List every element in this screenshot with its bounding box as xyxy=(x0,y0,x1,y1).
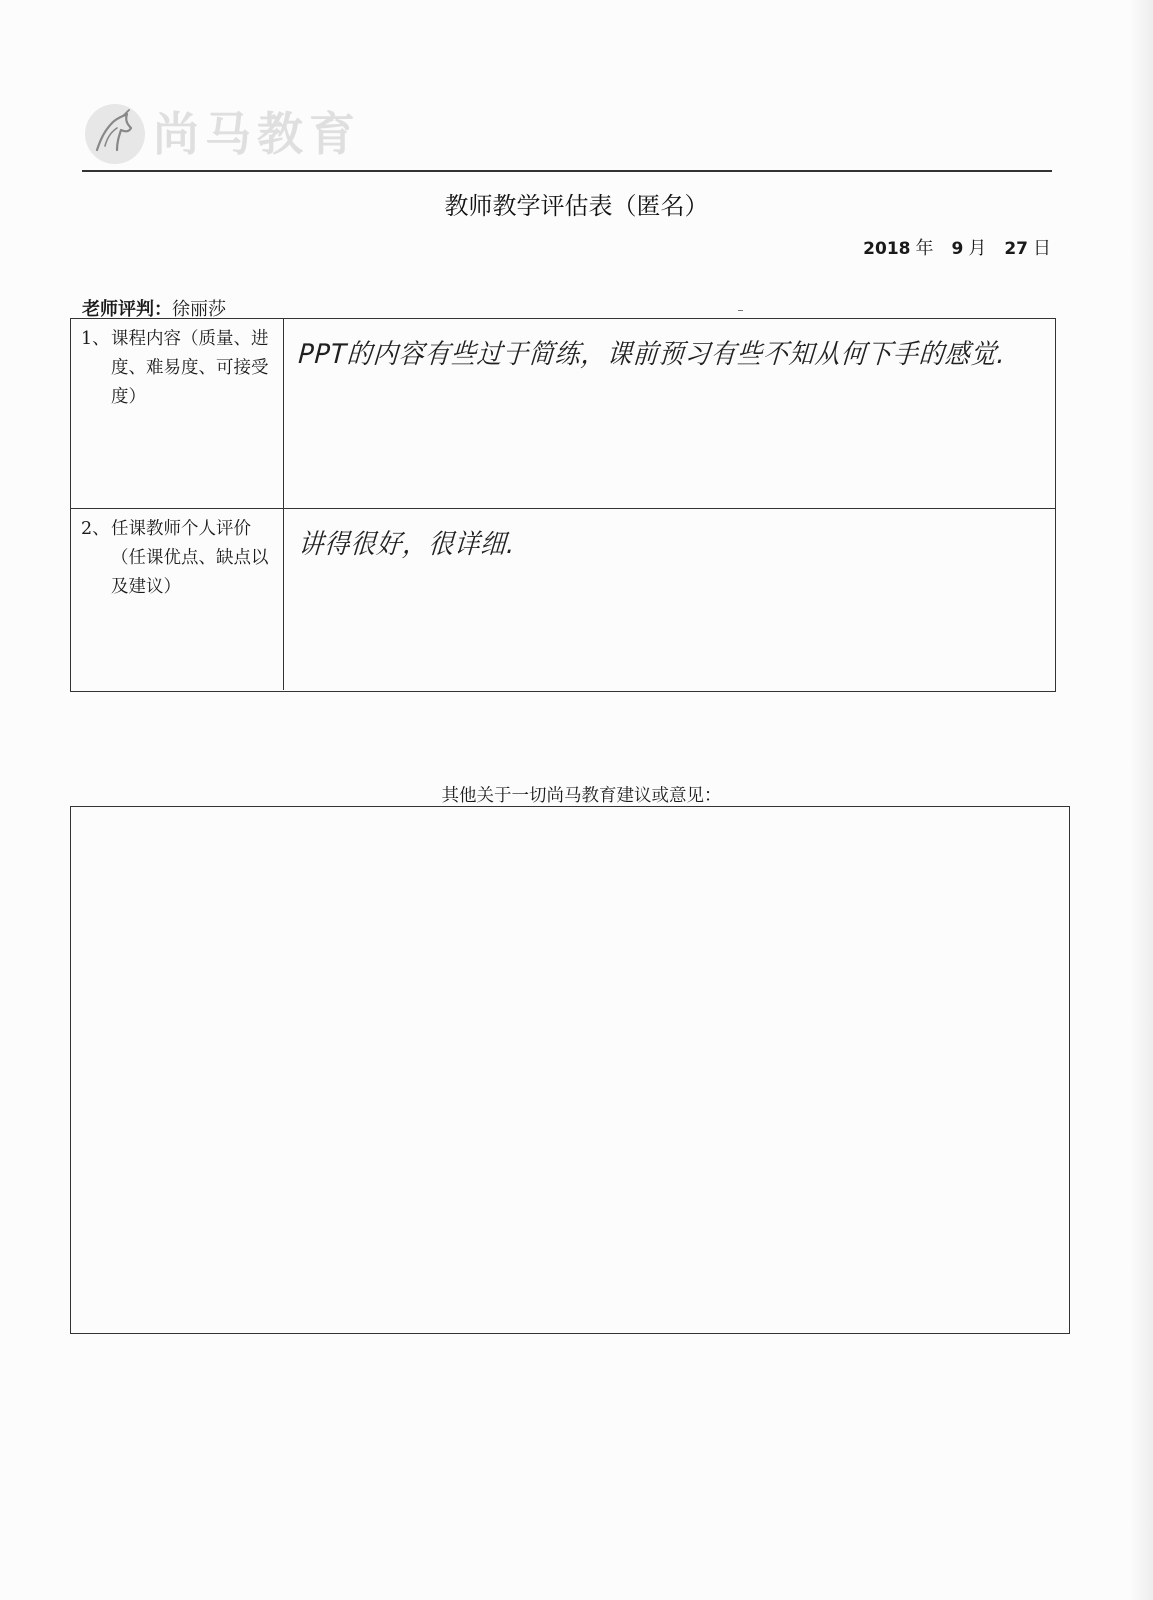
other-suggestions-box[interactable] xyxy=(70,806,1070,1334)
question-number: 1、 xyxy=(81,329,110,349)
handwritten-answer: PPT的内容有些过于简练，课前预习有些不知从何下手的感觉. xyxy=(297,338,1007,370)
question-label: 课程内容（质量、进度、难易度、可接受度） xyxy=(111,329,269,407)
other-suggestions-heading: 其他关于一切尚马教育建议或意见： xyxy=(441,786,722,806)
date-day: 27 xyxy=(1004,239,1028,259)
answer-cell[interactable] xyxy=(284,509,1055,690)
logo-wordmark: 尚马教育 xyxy=(153,107,361,161)
question-label: 任课教师个人评价（任课优点、缺点以及建议） xyxy=(111,519,269,597)
evaluation-row-teacher-review xyxy=(71,509,1055,690)
date-month: 9 xyxy=(951,239,964,259)
teacher-label: 老师评判： xyxy=(82,299,172,320)
handwritten-answer: 讲得很好，很详细. xyxy=(297,528,517,560)
question-number: 2、 xyxy=(81,519,110,539)
evaluation-row-course-content xyxy=(71,319,1055,509)
question-cell xyxy=(71,509,284,690)
teacher-name: 徐丽莎 xyxy=(172,299,226,320)
horse-head-icon xyxy=(83,102,147,166)
evaluation-table xyxy=(70,318,1056,692)
date-month-unit: 月 xyxy=(968,238,987,259)
question-cell xyxy=(71,319,284,508)
header-divider xyxy=(82,170,1052,172)
scan-speck xyxy=(738,310,743,311)
date-day-unit: 日 xyxy=(1033,238,1051,259)
date-year-unit: 年 xyxy=(915,238,934,259)
date-year: 2018 xyxy=(863,239,911,259)
answer-cell[interactable] xyxy=(284,319,1055,508)
company-logo xyxy=(83,103,383,165)
form-date xyxy=(863,234,1051,260)
document-title: 教师教学评估表（匿名） xyxy=(444,192,709,220)
